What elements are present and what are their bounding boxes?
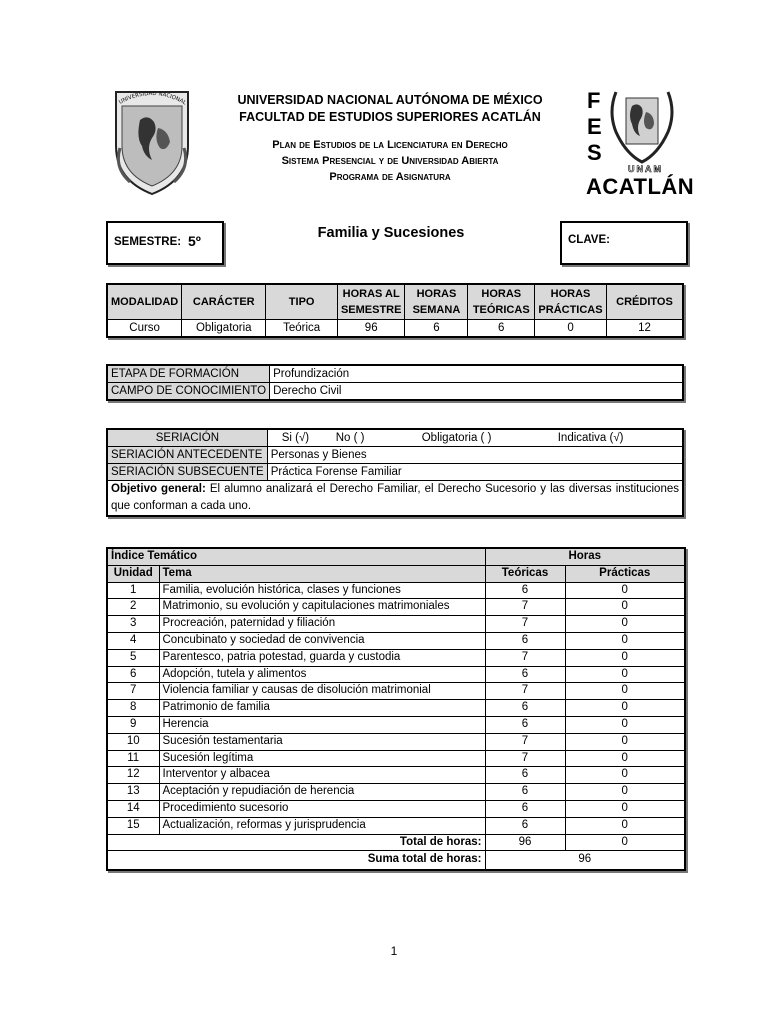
teoricas-cell: 7 (485, 750, 565, 767)
seriacion-si: Si (√) (281, 432, 310, 444)
subsecuente-label: SERIACIÓN SUBSECUENTE (107, 464, 267, 481)
topic-cell: Aceptación y repudiación de herencia (159, 784, 485, 801)
value-caracter: Obligatoria (182, 320, 266, 338)
teoricas-cell: 6 (485, 632, 565, 649)
topic-cell: Procreación, paternidad y filiación (159, 616, 485, 633)
table-row (107, 683, 685, 700)
system-title: Sistema Presencial y de Universidad Abierta (281, 155, 499, 167)
unit-cell: 8 (107, 700, 159, 717)
university-name: UNIVERSIDAD NACIONAL AUTÓNOMA DE MÉXICO (237, 93, 543, 107)
campo-value: Derecho Civil (270, 383, 683, 401)
unit-cell: 6 (107, 666, 159, 683)
table-row (107, 582, 685, 599)
unit-cell: 14 (107, 800, 159, 817)
total-row (107, 834, 685, 851)
table-row (107, 750, 685, 767)
header-modalidad: MODALIDAD (107, 284, 182, 320)
seriacion-no: No ( ) (335, 432, 365, 444)
etapa-label: ETAPA DE FORMACIÓN (107, 365, 270, 383)
teoricas-cell: 6 (485, 767, 565, 784)
plan-title: Plan de Estudios de la Licenciatura en Derecho (272, 139, 508, 151)
unit-cell: 13 (107, 784, 159, 801)
practicas-cell: 0 (565, 582, 685, 599)
table-row (107, 632, 685, 649)
header-horas-teoricas: HORAS TEÓRICAS (468, 284, 535, 320)
table-row (107, 767, 685, 784)
practicas-cell: 0 (565, 632, 685, 649)
teoricas-cell: 6 (485, 700, 565, 717)
teoricas-cell: 6 (485, 716, 565, 733)
subsecuente-value: Práctica Forense Familiar (267, 464, 683, 481)
value-horas-teoricas: 6 (468, 320, 535, 338)
table-row (107, 649, 685, 666)
value-creditos: 12 (606, 320, 683, 338)
practicas-cell: 0 (565, 750, 685, 767)
seriacion-row (107, 429, 683, 447)
semestre-label: SEMESTRE: (114, 236, 182, 248)
table-row (107, 800, 685, 817)
seriacion-options (267, 429, 683, 447)
logo-unam-text: UNAM (628, 164, 663, 174)
practicas-cell: 0 (565, 733, 685, 750)
seriacion-obligatoria: Obligatoria ( ) (421, 432, 492, 444)
objetivo-row (107, 481, 683, 517)
logo-letter-s: S (587, 140, 602, 165)
teoricas-cell: 7 (485, 599, 565, 616)
semestre-value: 5º (188, 233, 201, 249)
horas-header: Horas (485, 548, 685, 565)
indice-title-row (107, 548, 685, 565)
header-creditos: CRÉDITOS (606, 284, 683, 320)
table-row (107, 616, 685, 633)
indice-column-row (107, 565, 685, 582)
suma-value: 96 (485, 851, 685, 871)
table-row (107, 733, 685, 750)
topic-cell: Actualización, reformas y jurisprudencia (159, 817, 485, 834)
practicas-cell: 0 (565, 767, 685, 784)
modalidad-header-row (107, 284, 683, 320)
logo-letter-f: F (587, 88, 601, 113)
logo-acatlan-text: ACATLÁN (586, 174, 695, 199)
clave-box (560, 221, 688, 265)
campo-label: CAMPO DE CONOCIMIENTO (107, 383, 270, 401)
topic-cell: Familia, evolución histórica, clases y funciones (159, 582, 485, 599)
teoricas-cell: 7 (485, 616, 565, 633)
header-horas-semana: HORAS SEMANA (405, 284, 468, 320)
faculty-name: FACULTAD DE ESTUDIOS SUPERIORES ACATLÁN (239, 110, 541, 124)
practicas-cell: 0 (565, 700, 685, 717)
seriacion-label: SERIACIÓN (107, 429, 267, 447)
seriacion-indicativa: Indicativa (√) (557, 432, 624, 444)
unam-shield-logo (110, 88, 194, 196)
col-tema: Tema (159, 565, 485, 582)
unit-cell: 3 (107, 616, 159, 633)
header-tipo: TIPO (266, 284, 338, 320)
program-title: Programa de Asignatura (329, 171, 451, 183)
teoricas-cell: 6 (485, 817, 565, 834)
logo-letter-e: E (587, 114, 602, 139)
table-row (107, 716, 685, 733)
teoricas-cell: 6 (485, 800, 565, 817)
unit-cell: 10 (107, 733, 159, 750)
topic-cell: Parentesco, patria potestad, guarda y custodia (159, 649, 485, 666)
topic-cell: Matrimonio, su evolución y capitulaciones matrimoniales (159, 599, 485, 616)
practicas-cell: 0 (565, 800, 685, 817)
practicas-cell: 0 (565, 616, 685, 633)
table-row (107, 666, 685, 683)
teoricas-cell: 6 (485, 582, 565, 599)
topic-cell: Herencia (159, 716, 485, 733)
total-practicas: 0 (565, 834, 685, 851)
practicas-cell: 0 (565, 784, 685, 801)
value-horas-semestre: 96 (337, 320, 405, 338)
teoricas-cell: 6 (485, 666, 565, 683)
table-row (107, 700, 685, 717)
value-tipo: Teórica (266, 320, 338, 338)
topic-cell: Sucesión testamentaria (159, 733, 485, 750)
col-unidad: Unidad (107, 565, 159, 582)
table-row (107, 817, 685, 834)
suma-row (107, 851, 685, 871)
table-row (107, 784, 685, 801)
teoricas-cell: 7 (485, 683, 565, 700)
suma-label: Suma total de horas: (107, 851, 485, 871)
teoricas-cell: 7 (485, 649, 565, 666)
etapa-table (106, 364, 684, 401)
modalidad-value-row (107, 320, 683, 338)
header-horas-semestre: HORAS AL SEMESTRE (337, 284, 405, 320)
objetivo-label: Objetivo general: (111, 483, 206, 495)
col-practicas: Prácticas (565, 565, 685, 582)
antecedente-value: Personas y Bienes (267, 447, 683, 464)
objetivo-text: El alumno analizará el Derecho Familiar, el Derecho Sucesorio y las diversas instituciones que conforman a cada uno. (111, 483, 679, 512)
unit-cell: 7 (107, 683, 159, 700)
practicas-cell: 0 (565, 817, 685, 834)
col-teoricas: Teóricas (485, 565, 565, 582)
teoricas-cell: 6 (485, 784, 565, 801)
antecedente-row (107, 447, 683, 464)
topic-cell: Adopción, tutela y alimentos (159, 666, 485, 683)
header-caracter: CARÁCTER (182, 284, 266, 320)
total-label: Total de horas: (107, 834, 485, 851)
indice-title: Índice Temático (107, 548, 485, 565)
objetivo-cell (107, 481, 683, 517)
topic-cell: Violencia familiar y causas de disolución matrimonial (159, 683, 485, 700)
unit-cell: 2 (107, 599, 159, 616)
practicas-cell: 0 (565, 599, 685, 616)
topic-cell: Sucesión legítima (159, 750, 485, 767)
value-modalidad: Curso (107, 320, 182, 338)
etapa-row (107, 365, 683, 383)
topic-cell: Interventor y albacea (159, 767, 485, 784)
modalidad-table (106, 283, 684, 338)
semestre-box (106, 221, 224, 265)
etapa-value: Profundización (270, 365, 683, 383)
teoricas-cell: 7 (485, 733, 565, 750)
unit-cell: 1 (107, 582, 159, 599)
clave-label: CLAVE: (568, 234, 610, 246)
unit-cell: 11 (107, 750, 159, 767)
practicas-cell: 0 (565, 716, 685, 733)
table-row (107, 599, 685, 616)
value-horas-practicas: 0 (535, 320, 607, 338)
fes-acatlan-logo (584, 86, 695, 200)
unit-cell: 15 (107, 817, 159, 834)
practicas-cell: 0 (565, 683, 685, 700)
header-horas-practicas: HORAS PRÁCTICAS (535, 284, 607, 320)
practicas-cell: 0 (565, 666, 685, 683)
unit-cell: 4 (107, 632, 159, 649)
page-number: 1 (390, 944, 398, 958)
total-teoricas: 96 (485, 834, 565, 851)
indice-tematico-table (106, 547, 686, 871)
unit-cell: 12 (107, 767, 159, 784)
topic-cell: Patrimonio de familia (159, 700, 485, 717)
unit-cell: 5 (107, 649, 159, 666)
subsecuente-row (107, 464, 683, 481)
topic-cell: Procedimiento sucesorio (159, 800, 485, 817)
value-horas-semana: 6 (405, 320, 468, 338)
unit-cell: 9 (107, 716, 159, 733)
course-title: Familia y Sucesiones (317, 225, 465, 241)
topic-cell: Concubinato y sociedad de convivencia (159, 632, 485, 649)
antecedente-label: SERIACIÓN ANTECEDENTE (107, 447, 267, 464)
seriacion-table (106, 428, 684, 517)
campo-row (107, 383, 683, 401)
logo-left-text: UNIVERSIDAD NACIONAL (118, 90, 188, 107)
practicas-cell: 0 (565, 649, 685, 666)
